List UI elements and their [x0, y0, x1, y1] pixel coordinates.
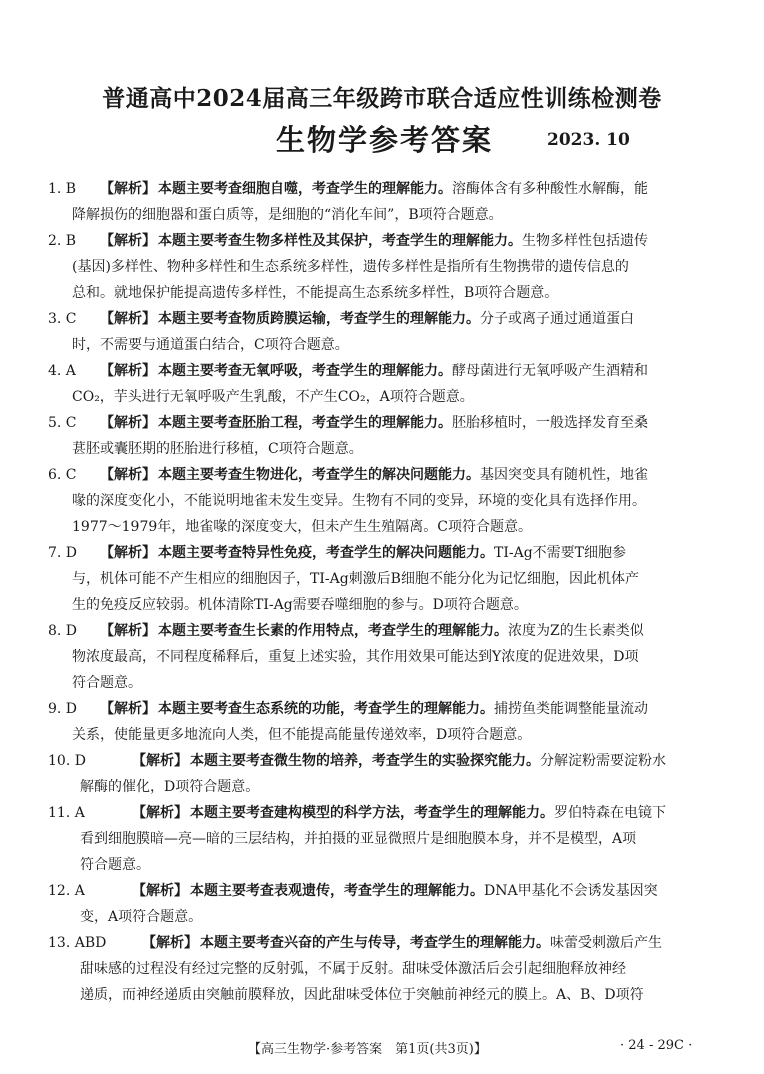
answer-item [48, 462, 708, 540]
answer-number: 6. C [48, 467, 77, 483]
answer-item [48, 358, 708, 410]
answer-explanation [48, 410, 708, 462]
explanation-text: 1977～1979年，地雀喙的深度变大，但未产生生殖隔离。C项符合题意。 [72, 519, 532, 535]
footer-page-info: 【高三生物学·参考答案 第1页(共3页)】 [248, 1042, 487, 1057]
analysis-tag: 【解析】 [100, 415, 156, 431]
explanation-line [72, 436, 708, 462]
explanation-line [80, 826, 708, 852]
explanation-text: 本题主要考查微生物的培养，考查学生的实验探究能力。 [190, 753, 540, 769]
explanation-line [72, 488, 708, 514]
explanation-line [72, 592, 708, 618]
answer-item [48, 696, 708, 748]
explanation-text: 生的免疫反应较弱。机体清除TI-Ag需要吞噬细胞的参与。D项符合题意。 [72, 597, 528, 613]
explanation-line [80, 956, 708, 982]
explanation-line [72, 332, 708, 358]
explanation-text: 本题主要考查胚胎工程，考查学生的理解能力。 [158, 415, 452, 431]
footer-code: · 24 - 29C · [620, 1038, 693, 1053]
explanation-text: 本题主要考查兴奋的产生与传导，考查学生的理解能力。 [200, 935, 550, 951]
answer-number: 1. B [48, 181, 77, 197]
explanation-text: 本题主要考查细胞自噬，考查学生的理解能力。 [158, 181, 452, 197]
answer-explanation [48, 462, 708, 540]
explanation-line [72, 254, 708, 280]
answer-explanation [48, 800, 708, 878]
answer-item [48, 410, 708, 462]
explanation-line [80, 930, 708, 956]
explanation-text: 物浓度最高，不同程度稀释后，重复上述实验，其作用效果可能达到Y浓度的促进效果，D项 [72, 649, 639, 665]
answer-number: 13. ABD [48, 935, 107, 951]
explanation-line [80, 800, 708, 826]
explanation-line [72, 696, 708, 722]
answer-explanation [48, 358, 708, 410]
answer-item [48, 228, 708, 306]
answer-explanation [48, 930, 708, 1008]
answer-item [48, 306, 708, 358]
explanation-line [80, 904, 708, 930]
answer-item [48, 540, 708, 618]
explanation-line [72, 306, 708, 332]
analysis-tag: 【解析】 [100, 233, 156, 249]
answer-explanation [48, 540, 708, 618]
analysis-tag: 【解析】 [132, 805, 188, 821]
analysis-tag: 【解析】 [100, 701, 156, 717]
explanation-text-rest: 胚胎移植时，一般选择发育至桑 [452, 415, 648, 431]
explanation-text: 递质，而神经递质由突触前膜释放，因此甜味受体位于突触前神经元的膜上。A、B、D项符 [80, 987, 644, 1003]
explanation-text-rest: 味蕾受刺激后产生 [550, 935, 662, 951]
answer-number: 12. A [48, 883, 85, 899]
explanation-line [72, 280, 708, 306]
explanation-text: 本题主要考查物质跨膜运输，考查学生的理解能力。 [158, 311, 480, 327]
explanation-text: 本题主要考查生态系统的功能，考查学生的理解能力。 [158, 701, 494, 717]
explanation-text: 总和。就地保护能提高遗传多样性，不能提高生态系统多样性，B项符合题意。 [72, 285, 559, 301]
explanation-text: 时，不需要与通道蛋白结合，C项符合题意。 [72, 337, 349, 353]
explanation-text: 解酶的催化，D项符合题意。 [80, 779, 260, 795]
analysis-tag: 【解析】 [132, 753, 188, 769]
answer-item [48, 748, 708, 800]
explanation-line [72, 644, 708, 670]
explanation-text: 甜味感的过程没有经过完整的反射弧，不属于反射。甜味受体激活后会引起细胞释放神经 [80, 961, 626, 977]
explanation-line [80, 852, 708, 878]
explanation-line [80, 748, 708, 774]
explanation-text-rest: 基因突变具有随机性，地雀 [480, 467, 648, 483]
answer-item [48, 800, 708, 878]
analysis-tag: 【解析】 [100, 181, 156, 197]
explanation-text: CO₂，芋头进行无氧呼吸产生乳酸，不产生CO₂，A项符合题意。 [72, 389, 474, 405]
explanation-text: 看到细胞膜暗—亮—暗的三层结构，并拍摄的亚显微照片是细胞膜本身，并不是模型，A项 [80, 831, 637, 847]
explanation-text-rest: DNA甲基化不会诱发基因突 [484, 883, 658, 899]
explanation-line [72, 540, 708, 566]
page-footer [0, 1038, 764, 1058]
answer-item [48, 930, 708, 1008]
answer-title: 生物学参考答案 [276, 123, 494, 157]
explanation-text: 与，机体可能不产生相应的细胞因子，TI-Ag刺激后B细胞不能分化为记忆细胞，因此机体产 [72, 571, 639, 587]
explanation-text: 本题主要考查表观遗传，考查学生的理解能力。 [190, 883, 484, 899]
answer-explanation [48, 228, 708, 306]
explanation-line [72, 566, 708, 592]
explanation-text: 变，A项符合题意。 [80, 909, 203, 925]
answer-explanation [48, 618, 708, 696]
explanation-line [72, 202, 708, 228]
answer-number: 10. D [48, 753, 86, 769]
answer-number: 9. D [48, 701, 78, 717]
exam-title: 普通高中2024届高三年级跨市联合适应性训练检测卷 [102, 85, 662, 112]
explanation-line [80, 878, 708, 904]
answer-number: 5. C [48, 415, 77, 431]
explanation-text: (基因)多样性、物种多样性和生态系统多样性，遗传多样性是指所有生物携带的遗传信息的 [72, 259, 629, 275]
explanation-text-rest: 浓度为Z的生长素类似 [508, 623, 644, 639]
answer-number: 3. C [48, 311, 77, 327]
answer-explanation [48, 878, 708, 930]
explanation-line [72, 514, 708, 540]
explanation-line [72, 410, 708, 436]
analysis-tag: 【解析】 [100, 363, 156, 379]
explanation-line [72, 228, 708, 254]
explanation-text: 本题主要考查生物进化，考查学生的解决问题能力。 [158, 467, 480, 483]
answer-number: 7. D [48, 545, 78, 561]
explanation-text-rest: 溶酶体含有多种酸性水解酶，能 [452, 181, 648, 197]
answer-list [48, 176, 708, 1008]
explanation-line [72, 618, 708, 644]
explanation-text: 本题主要考查无氧呼吸，考查学生的理解能力。 [158, 363, 452, 379]
explanation-line [80, 982, 708, 1008]
analysis-tag: 【解析】 [100, 545, 156, 561]
explanation-line [72, 670, 708, 696]
analysis-tag: 【解析】 [142, 935, 198, 951]
answer-number: 8. D [48, 623, 78, 639]
explanation-text: 本题主要考查建构模型的科学方法，考查学生的理解能力。 [190, 805, 554, 821]
explanation-text: 降解损伤的细胞器和蛋白质等，是细胞的“消化车间”，B项符合题意。 [72, 207, 503, 223]
explanation-text: 关系，使能量更多地流向人类，但不能提高能量传递效率，D项符合题意。 [72, 727, 532, 743]
answer-number: 2. B [48, 233, 77, 249]
explanation-line [72, 462, 708, 488]
explanation-text: 葚胚或囊胚期的胚胎进行移植，C项符合题意。 [72, 441, 363, 457]
answer-explanation [48, 748, 708, 800]
explanation-text-rest: 酵母菌进行无氧呼吸产生酒精和 [452, 363, 648, 379]
explanation-line [80, 774, 708, 800]
analysis-tag: 【解析】 [100, 311, 156, 327]
explanation-line [72, 176, 708, 202]
answer-explanation [48, 696, 708, 748]
explanation-text-rest: 生物多样性包括遗传 [522, 233, 648, 249]
exam-date: 2023. 10 [547, 130, 630, 150]
answer-item [48, 618, 708, 696]
explanation-text: 符合题意。 [80, 857, 150, 873]
explanation-line [72, 722, 708, 748]
analysis-tag: 【解析】 [100, 623, 156, 639]
explanation-line [72, 384, 708, 410]
answer-explanation [48, 306, 708, 358]
answer-item [48, 878, 708, 930]
explanation-text-rest: 分解淀粉需要淀粉水 [540, 753, 666, 769]
analysis-tag: 【解析】 [132, 883, 188, 899]
explanation-text-rest: 捕捞鱼类能调整能量流动 [494, 701, 648, 717]
explanation-text: 符合题意。 [72, 675, 142, 691]
explanation-text-rest: 分子或离子通过通道蛋白 [480, 311, 634, 327]
explanation-text: 本题主要考查生物多样性及其保护，考查学生的理解能力。 [158, 233, 522, 249]
answer-explanation [48, 176, 708, 228]
explanation-text: 本题主要考查生长素的作用特点，考查学生的理解能力。 [158, 623, 508, 639]
explanation-line [72, 358, 708, 384]
answer-item [48, 176, 708, 228]
explanation-text-rest: TI-Ag不需要T细胞参 [494, 545, 627, 561]
answer-number: 11. A [48, 805, 85, 821]
answer-number: 4. A [48, 363, 76, 379]
analysis-tag: 【解析】 [100, 467, 156, 483]
explanation-text: 喙的深度变化小，不能说明地雀未发生变异。生物有不同的变异，环境的变化具有选择作用。 [72, 493, 646, 509]
explanation-text: 本题主要考查特异性免疫，考查学生的解决问题能力。 [158, 545, 494, 561]
explanation-text-rest: 罗伯特森在电镜下 [554, 805, 666, 821]
